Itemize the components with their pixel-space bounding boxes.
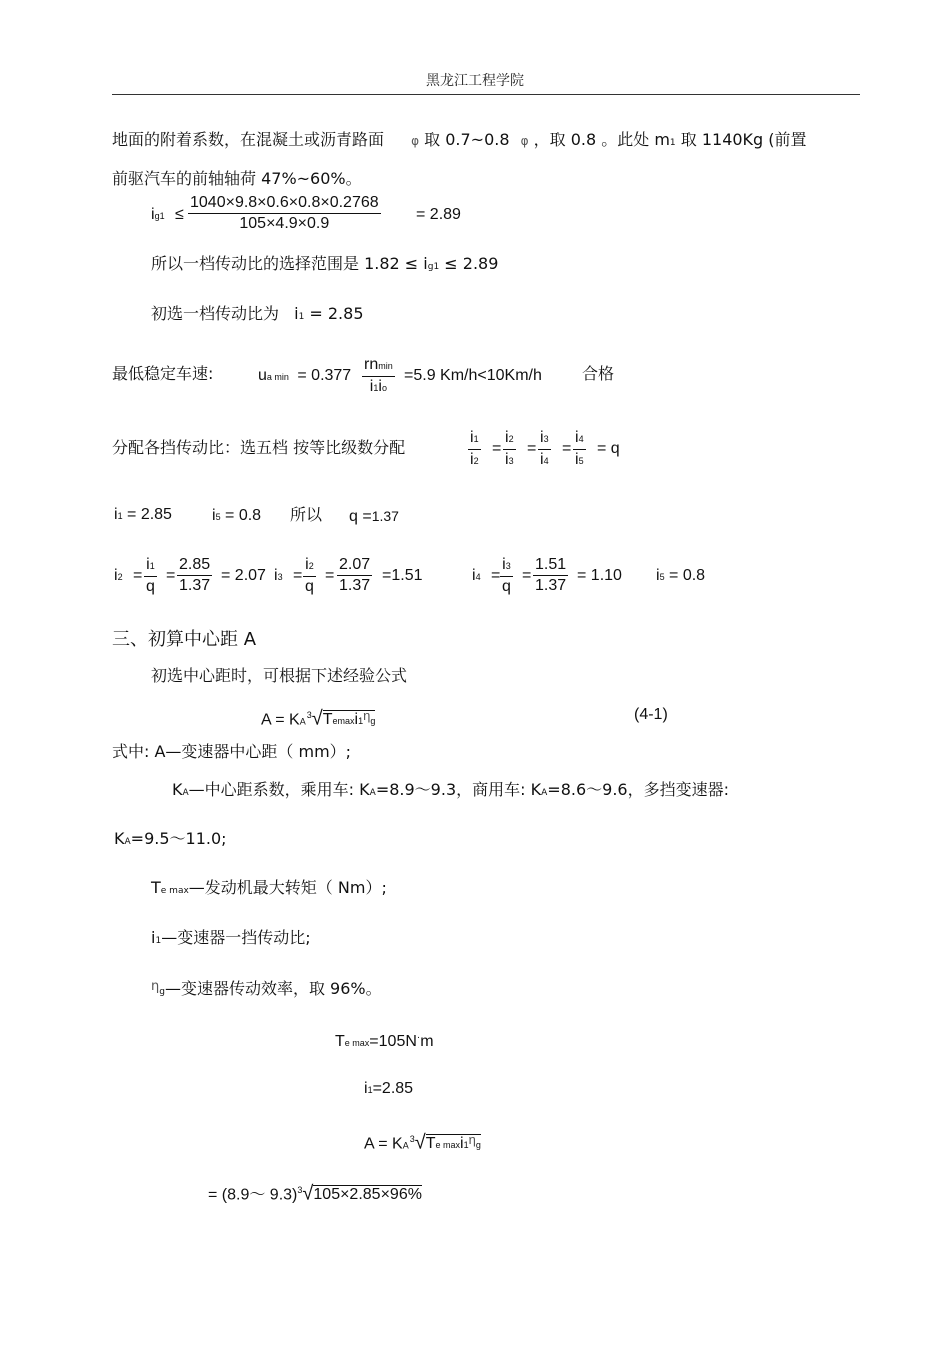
ua-denominator [362, 376, 395, 398]
i3-frac-a-den: q [305, 578, 314, 595]
i3-frac-b-den: 1.37 [339, 577, 371, 594]
i3-sub: 3 [277, 572, 283, 582]
ratio-d4: i [575, 451, 579, 468]
ratio-n3: i [540, 429, 544, 446]
i3-calc-lhs [274, 567, 302, 586]
i3-frac-b [337, 555, 372, 596]
i2-eq-2: = [166, 567, 176, 584]
temax-v-val: =105N [369, 1033, 417, 1050]
ig1-fraction-denominator: 105×4.9×0.9 [188, 213, 381, 234]
ua-num-sub: min [378, 361, 393, 371]
ig1-range-tail: ≤ 2.89 [439, 254, 499, 273]
ratio-n2: i [505, 429, 509, 446]
fa-ka-sub: A [299, 716, 306, 727]
ua-formula [258, 367, 351, 386]
ratio-n1: i [470, 429, 474, 446]
fa-i: i [354, 711, 359, 729]
page-header: 黑龙江工程学院 [426, 73, 524, 89]
ratio-q: = q [597, 440, 620, 457]
ratio-frac-1-den [468, 449, 481, 471]
i4-calc-lhs [472, 567, 500, 586]
phi-symbol-2: φ [520, 134, 529, 148]
first-gear-choice [151, 304, 364, 327]
c4-root-index: 3 [297, 1185, 303, 1195]
i1-given-sub: 1 [367, 1085, 373, 1095]
ua-den-text: i [369, 378, 374, 395]
where-temax [151, 878, 387, 901]
ka-multi-sub: A [124, 837, 131, 847]
temax-v-symbol: T [335, 1033, 345, 1050]
fa-lhs: A = K [261, 711, 300, 729]
c3-radicand [426, 1134, 481, 1152]
i5-symbol: i [212, 507, 216, 524]
para-adhesion-text-c: ，取 0.8 。此处 m [533, 130, 670, 149]
eta-symbol: η [151, 979, 160, 994]
c3-T-sub: e max [435, 1140, 461, 1151]
le-symbol: ≤ [175, 206, 184, 223]
i4-fa-n-sub: 3 [505, 561, 511, 571]
formula-a-repeat [364, 1130, 481, 1154]
c3-ka-sub: A [402, 1140, 409, 1151]
ka-commercial: =8.6～9.6，多挡变速器: [547, 780, 729, 799]
i2-frac-b-den: 1.37 [179, 577, 211, 594]
i4-frac-a-den: q [502, 578, 511, 595]
ig1-result: = 2.89 [416, 206, 461, 223]
i5-value [212, 507, 261, 526]
ratio-d1-sub: 2 [473, 456, 479, 466]
where-a: 式中: A—变速器中心距（ mm）; [112, 742, 352, 761]
i2-frac-b [177, 555, 212, 596]
ua-symbol: u [258, 367, 267, 384]
i4-fa-n: i [502, 556, 506, 573]
ratio-eq-1: = [492, 440, 502, 457]
i3-symbol: i [274, 567, 278, 584]
ka-sub-3: A [541, 788, 548, 798]
ka-desc: —中心距系数，乘用车: K [188, 780, 370, 799]
ig1-range [151, 254, 498, 277]
ratio-n4-sub: 4 [578, 434, 584, 444]
so-label: 所以 [290, 505, 323, 524]
temax-desc: —发动机最大转矩（ Nm）; [188, 878, 387, 897]
ratio-frac-2 [503, 428, 516, 471]
ka-sub: A [182, 788, 189, 798]
first-gear-label: 初选一档传动比为 [151, 304, 280, 323]
ua-eq: = 0.377 [297, 367, 352, 384]
i5f-val: = 0.8 [664, 567, 706, 584]
ratio-n2-sub: 2 [508, 434, 514, 444]
first-gear-symbol: i [294, 304, 299, 323]
ig1-subscript: g1 [154, 211, 165, 221]
i4-frac-a-num [500, 555, 513, 576]
first-gear-subscript: 1 [298, 312, 305, 322]
ratio-dist-label: 分配各挡传动比：选五档 按等比级数分配 [112, 438, 406, 457]
ua-den-sub2: o [381, 383, 387, 393]
i1-given-val: =2.85 [372, 1080, 414, 1097]
i5-sub: 5 [215, 512, 221, 522]
ratio-frac-2-den [503, 449, 516, 471]
i3-frac-a-num [303, 555, 316, 576]
ratio-frac-3 [538, 428, 551, 471]
para-adhesion-text-b: 取 0.7~0.8 [424, 130, 510, 149]
para-adhesion-text-d: 取 1140Kg (前置 [680, 130, 807, 149]
i1-given-symbol: i [364, 1080, 368, 1097]
m1-subscript: 1 [669, 138, 676, 148]
i3-fa-n-sub: 2 [308, 561, 314, 571]
ka-multi-val: =9.5～11.0; [130, 829, 227, 848]
section-3-heading: 三、初算中心距 A [112, 629, 257, 650]
i2-fa-n-sub: 1 [149, 561, 155, 571]
i2-frac-a [144, 555, 157, 597]
first-gear-value: = 2.85 [304, 304, 364, 323]
para-adhesion [112, 130, 807, 153]
temax-symbol: T [151, 878, 161, 897]
fa-radicand [323, 710, 376, 728]
ratio-frac-1 [468, 428, 481, 471]
i3-frac-b-num: 2.07 [339, 556, 371, 573]
ratio-frac-2-num [503, 428, 516, 449]
ratio-frac-3-den [538, 449, 551, 471]
ratio-frac-4-den [573, 449, 586, 471]
i2-sub: 2 [117, 572, 123, 582]
c3-eta: η [468, 1132, 476, 1148]
i2-frac-a-num [144, 555, 157, 576]
eta-desc: —变速器传动效率，取 96%。 [164, 979, 382, 998]
phi-symbol: φ [411, 134, 420, 148]
ratio-eq-3: = [562, 440, 572, 457]
i2-symbol: i [114, 567, 118, 584]
i1-sub: 1 [117, 511, 123, 521]
i1-val: = 2.85 [122, 506, 172, 523]
formula-4-1 [261, 706, 375, 730]
i2-result: = 2.07 [221, 567, 266, 584]
q-value [349, 507, 399, 526]
ratio-d3: i [540, 451, 544, 468]
ratio-eq-2: = [527, 440, 537, 457]
ig1-fraction [188, 193, 381, 234]
temax-sub: e max [160, 886, 189, 896]
ka-passenger: =8.9～9.3，商用车: K [375, 780, 542, 799]
ratio-frac-3-num [538, 428, 551, 449]
where-i1-symbol: i [151, 928, 156, 947]
c3-root-index: 3 [409, 1134, 415, 1144]
i5f-symbol: i [656, 567, 660, 584]
ua-numerator [362, 355, 395, 376]
ua-result: =5.9 Km/h<10Km/h [404, 367, 542, 384]
i2-eq: = [133, 567, 143, 584]
temax-v-unit: m [420, 1033, 434, 1050]
i4-frac-b-den: 1.37 [535, 577, 567, 594]
i4-result: = 1.10 [577, 567, 622, 584]
ua-fraction [362, 355, 395, 398]
ka-symbol: K [172, 780, 183, 799]
temax-v-dot: · [416, 1032, 421, 1043]
where-eta [151, 977, 382, 1002]
min-speed-label: 最低稳定车速: [112, 364, 214, 383]
i4-sub: 4 [475, 572, 481, 582]
q-val: 1.37 [371, 508, 399, 524]
temax-v-sub: e max [344, 1038, 370, 1048]
ratio-n1-sub: 1 [473, 434, 479, 444]
q-symbol: q = [349, 508, 372, 525]
i5f-sub: 5 [659, 572, 665, 582]
ratio-d4-sub: 5 [578, 456, 584, 466]
i4-eq: = [491, 567, 501, 584]
i4-eq-2: = [522, 567, 532, 584]
i2-frac-a-den: q [146, 578, 155, 595]
ratio-d3-sub: 4 [543, 456, 549, 466]
where-ka-multi [114, 829, 227, 852]
i1-value [114, 506, 172, 525]
i5-val: = 0.8 [220, 507, 262, 524]
temax-value [335, 1029, 434, 1052]
i5-final [656, 567, 705, 586]
fa-radical-icon: √ [311, 707, 323, 730]
ratio-n4: i [575, 429, 579, 446]
c4-lhs: = (8.9～ 9.3) [208, 1186, 298, 1204]
i3-result: =1.51 [382, 567, 423, 584]
i3-fa-n: i [305, 556, 309, 573]
i3-eq: = [293, 567, 303, 584]
i2-frac-b-num: 2.85 [179, 556, 211, 573]
c3-lhs: A = K [364, 1135, 403, 1153]
para-empirical: 初选中心距时，可根据下述经验公式 [151, 666, 408, 685]
ka-sub-2: A [369, 788, 376, 798]
where-ka [172, 780, 729, 803]
where-i1 [151, 928, 311, 951]
para-axle-load: 前驱汽车的前轴轴荷 47%~60%。 [112, 169, 362, 188]
i1-given [364, 1080, 413, 1099]
ua-ok: 合格 [582, 364, 615, 383]
ratio-frac-4 [573, 428, 586, 471]
i2-fa-n: i [146, 556, 150, 573]
ka-multi-symbol: K [114, 829, 125, 848]
c3-eta-sub: g [475, 1140, 481, 1151]
i4-frac-b-num: 1.51 [535, 556, 567, 573]
c4-radicand: 105×2.85×96% [313, 1186, 422, 1204]
ratio-d2-sub: 3 [508, 456, 514, 466]
ua-subscript: a min [266, 372, 289, 382]
i4-frac-b [533, 555, 568, 596]
ig1-range-text: 所以一档传动比的选择范围是 1.82 ≤ i [151, 254, 428, 273]
c3-i-sub: 1 [463, 1140, 469, 1151]
ua-den-text2: i [378, 378, 382, 395]
ratio-frac-1-num [468, 428, 481, 449]
ua-num-text: rn [364, 356, 379, 373]
formula-number: (4-1) [634, 706, 668, 723]
header-rule [112, 94, 860, 95]
ig1-range-subscript: g1 [427, 262, 440, 272]
i1-symbol: i [114, 506, 118, 523]
c4-radical-icon: √ [302, 1182, 314, 1205]
ig1-symbol: i [151, 206, 155, 223]
i3-frac-a [303, 555, 316, 597]
ratio-frac-4-num [573, 428, 586, 449]
fa-eta-sub: g [370, 716, 376, 727]
i3-eq-2: = [325, 567, 335, 584]
ig1-fraction-numerator: 1040×9.8×0.6×0.8×0.2768 [190, 194, 379, 211]
i4-frac-a [500, 555, 513, 597]
eta-sub: g [159, 987, 165, 997]
c3-radical-icon: √ [414, 1131, 426, 1154]
i4-symbol: i [472, 567, 476, 584]
ua-den-sub1: 1 [373, 383, 379, 393]
fa-T: T [322, 711, 333, 729]
formula-a-substituted [208, 1181, 422, 1204]
fa-i-sub: 1 [358, 716, 364, 727]
where-i1-desc: —变速器一挡传动比; [161, 928, 311, 947]
fa-T-sub: emax [332, 716, 355, 727]
ratio-d1: i [470, 451, 474, 468]
ratio-n3-sub: 3 [543, 434, 549, 444]
c3-T: T [425, 1135, 436, 1153]
fa-root-index: 3 [306, 710, 312, 720]
c3-i: i [460, 1135, 464, 1153]
para-adhesion-text-a: 地面的附着系数，在混凝土或沥青路面 [112, 130, 385, 149]
ratio-d2: i [505, 451, 509, 468]
where-i1-sub: 1 [155, 936, 162, 946]
ig1-label [151, 206, 184, 225]
fa-eta: η [363, 708, 371, 724]
i2-calc-lhs [114, 567, 142, 586]
